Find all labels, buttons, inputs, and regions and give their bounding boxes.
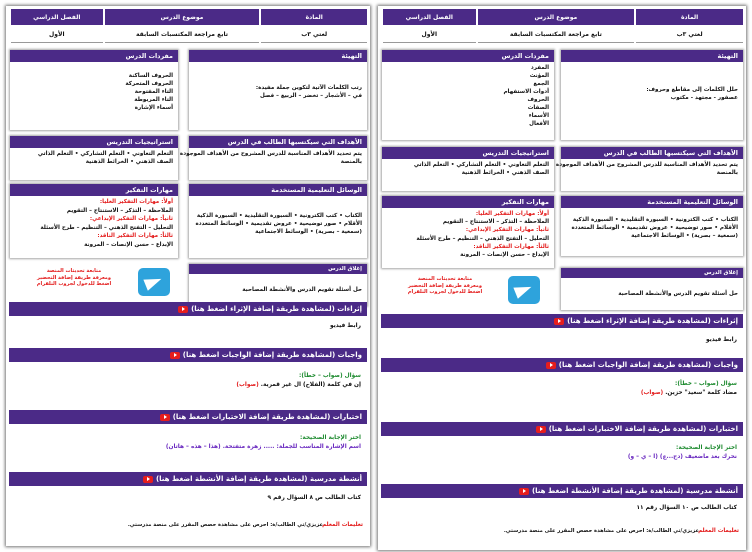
tools-line: (سمعية – بصرية) • الوسائط الاجتماعية (631, 233, 738, 239)
activity-section (381, 484, 743, 524)
homework-title[interactable] (381, 358, 743, 372)
closing-box (189, 264, 367, 306)
skills-line: الملاحظة – التذكر – الاستنتاج – التقويم (66, 207, 173, 214)
vocab-item: المفرد (530, 65, 549, 71)
vocab-item: التاء المربوطة (134, 97, 173, 103)
youtube-icon[interactable] (554, 318, 564, 325)
vocab-item: الجمع (533, 81, 549, 87)
goals-title: الأهداف التي سيكتسبها الطالب في الدرس (189, 136, 367, 148)
closing-title: إغلاق الدرس (189, 264, 367, 274)
warmup-box (189, 50, 367, 130)
skills-heading: ثالثاً: مهارات التفكير الناقد: (473, 243, 549, 250)
strategies-title: استراتيجيات التدريس (10, 136, 178, 148)
strategies-line: الصف الذهني • الخرائط الذهنية (85, 159, 173, 165)
youtube-icon[interactable] (170, 352, 180, 359)
enrich-text: رابط فيديو (329, 323, 361, 329)
promo-line: متابعة تحديثات المنصة (417, 276, 473, 282)
youtube-icon[interactable] (546, 362, 556, 369)
tools-line: الكتاب • كتب الكترونية • السبورة التقليدية • السبورة الذكية (196, 213, 362, 219)
skills-line: التحليل – التفتح الذهني – التنظيم – طرح الأسئلة (416, 235, 549, 242)
tools-title: الوسائل التعليمية المستخدمة (189, 184, 367, 196)
lesson-page-left (6, 6, 370, 546)
warmup-line: في – الأشجار – تخضر – الربيع – فصل (259, 93, 362, 99)
goals-line: يتم تحديد الأهداف المناسبة للدرس المشروح من الأهداف الموجودة (555, 162, 738, 168)
header-topic-label: موضوع الدرس (105, 9, 260, 25)
tests-title-text: اختبارات (لمشاهدة طريقة إضافة الاختبارات اضغط هنا) (172, 413, 362, 421)
promo-line: اضغط للدخول لجروب التلقرام (36, 281, 112, 287)
tests-title[interactable] (9, 410, 367, 424)
vocab-item: الحروف الساكنة (128, 73, 173, 79)
activity-text: كتاب الطالب ص ٨ السؤال رقم ٩ (267, 495, 361, 501)
goals-title: الأهداف التي سيكتسبها الطالب في الدرس (561, 147, 743, 159)
vocab-item: الصفات (527, 105, 549, 111)
goals-line: بالمنصة (340, 159, 362, 165)
strategies-line: التعلم التعاوني • التعلم التشاركي • التعلم الذاتي (413, 162, 549, 168)
tests-title-text: اختبارات (لمشاهدة طريقة إضافة الاختبارات اضغط هنا) (548, 425, 738, 433)
activity-title[interactable] (381, 484, 743, 498)
skills-heading: أولاً: مهارات التفكير العليا: (475, 211, 549, 217)
tests-section (9, 410, 367, 470)
strategies-line: التعلم التعاوني • التعلم التشاركي • التعلم الذاتي (37, 151, 173, 157)
skills-heading: ثانياً: مهارات التفكير الإبداعي: (89, 216, 173, 223)
skills-heading: ثالثاً: مهارات التفكير الناقد: (97, 233, 173, 240)
strategies-line: الصف الذهني • الخرائط الذهنية (461, 170, 549, 176)
homework-section (381, 358, 743, 420)
skills-title: مهارات التفكير (382, 196, 554, 208)
skills-line: التحليل – التفتح الذهني – التنظيم – طرح الأسئلة (40, 224, 173, 231)
skills-box (10, 184, 178, 258)
header-subject-value: لغتي ٣ب (261, 26, 367, 43)
tests-instruction: اختر الإجابة الصحيحة: (300, 435, 361, 441)
closing-title: إغلاق الدرس (561, 268, 743, 278)
promo-line: متابعة تحديثات المنصة (46, 268, 102, 274)
tools-line: الكتاب • كتب الكترونية • السبورة التقليدية • السبورة الذكية (572, 217, 738, 223)
tests-title[interactable] (381, 422, 743, 436)
enrich-title[interactable] (9, 302, 367, 316)
header-subject-label: المادة (261, 9, 367, 25)
header-term-label: الفصل الدراسي (383, 9, 476, 25)
tools-line: الأقلام • صور توضيحية • عروض تقديمية • الوسائط المتعددة (195, 221, 362, 227)
homework-question-type: سؤال (صواب – خطأ): (299, 373, 361, 379)
youtube-icon[interactable] (143, 476, 153, 483)
lesson-page-right (378, 6, 746, 550)
enrich-section (381, 314, 743, 358)
lesson-header (381, 9, 743, 43)
strategies-box (10, 136, 178, 180)
vocab-title: مفردات الدرس (10, 50, 178, 62)
goals-line: بالمنصة (716, 170, 738, 176)
strategies-box (382, 147, 554, 191)
youtube-icon[interactable] (160, 414, 170, 421)
activity-title-text: أنشطة مدرسية (لمشاهدة طريقة إضافة الأنشطة اضغط هنا) (531, 487, 738, 495)
tests-section (381, 422, 743, 484)
tools-title: الوسائل التعليمية المستخدمة (561, 196, 743, 208)
closing-text: حل أسئلة تقويم الدرس والأنشطة المصاحبة (618, 291, 738, 297)
warmup-line: رتب الكلمات الآتية لتكوين جملة مفيدة: (255, 85, 362, 91)
header-topic-value: تابع مراجعة المكتسبات السابقة (105, 26, 260, 43)
activity-title[interactable] (9, 472, 367, 486)
header-topic-label: موضوع الدرس (478, 9, 635, 25)
goals-box (179, 136, 367, 180)
teacher-notes (9, 518, 367, 542)
homework-title-text: واجبات (لمشاهدة طريقة إضافة الواجبات اضغط هنا) (182, 351, 362, 359)
warmup-box (561, 50, 743, 140)
skills-box (382, 196, 554, 268)
vocab-item: الحروف المتحركة (125, 81, 173, 87)
teacher-notes-label: تعليمات المعلم (698, 528, 739, 534)
skills-heading: أولاً: مهارات التفكير العليا: (99, 199, 173, 205)
homework-section (9, 348, 367, 408)
teacher-notes-label: تعليمات المعلم (322, 522, 363, 528)
skills-heading: ثانياً: مهارات التفكير الإبداعي: (465, 227, 549, 234)
header-term-value: الأول (383, 26, 476, 43)
teacher-notes-text: عزيزي/تي الطالب/ة: احرص على مشاهدة حصص المقرر على منصة مدرستي. (503, 528, 699, 534)
homework-title[interactable] (9, 348, 367, 362)
warmup-line: عصفور - مجتهد - مكتوب (670, 95, 738, 101)
vocab-item: الحروف (527, 97, 549, 103)
telegram-icon[interactable] (508, 276, 540, 304)
activity-section (9, 472, 367, 514)
tools-line: الأقلام • صور توضيحية • عروض تقديمية • الوسائط المتعددة (571, 225, 738, 231)
vocab-item: أسماء الإشارة (134, 105, 173, 111)
header-subject-value: لغتي ٣ب (636, 26, 743, 43)
header-term-value: الأول (11, 26, 103, 43)
promo-line: ومعرفة طريقة إضافة التحضير (36, 274, 112, 281)
header-term-label: الفصل الدراسي (11, 9, 103, 25)
homework-title-text: واجبات (لمشاهدة طريقة إضافة الواجبات اضغط هنا) (558, 361, 738, 369)
homework-question-type: سؤال (صواب – خطأ): (675, 381, 737, 387)
closing-box (561, 268, 743, 310)
header-subject-label: المادة (636, 9, 743, 25)
teacher-notes-text: عزيزي/تي الطالب/ة: احرص على مشاهدة حصص المقرر على منصة مدرستي. (127, 522, 323, 528)
skills-line: الإبداع – حسن الإنصات – المرونة (84, 241, 173, 248)
header-topic-value: تابع مراجعة المكتسبات السابقة (478, 26, 635, 43)
tests-question: نحرك بعد ماضعيف (دج...ع) (ا – ي – و) (627, 454, 737, 460)
homework-question: إن في كلمة (الفلاح) ال غير قمرية. (260, 382, 361, 388)
vocab-item: التاء المفتوحة (134, 89, 173, 95)
telegram-icon[interactable] (138, 268, 170, 296)
homework-answer: (صواب) (640, 390, 664, 396)
tools-box (189, 184, 367, 258)
enrich-section (9, 302, 367, 346)
vocab-item: أدوات الاستفهام (503, 89, 549, 95)
activity-title-text: أنشطة مدرسية (لمشاهدة طريقة إضافة الأنشطة اضغط هنا) (155, 475, 362, 483)
warmup-line: حلل الكلمات إلى مقاطع وحروف: (646, 87, 738, 93)
tests-instruction: اختر الإجابة الصحيحة: (676, 445, 737, 451)
goals-line: يتم تحديد الأهداف المناسبة للدرس المشروح من الأهداف الموجودة (179, 151, 362, 157)
tools-box (561, 196, 743, 256)
warmup-title: التهيئة (561, 50, 743, 62)
enrich-title-text: إثراءات (لمشاهدة طريقة إضافة الإثراء اضغط هنا) (191, 305, 362, 313)
skills-line: الملاحظة – التذكر – الاستنتاج – التقويم (442, 219, 549, 226)
goals-box (555, 147, 743, 191)
vocab-box (382, 50, 554, 140)
youtube-icon[interactable] (536, 426, 546, 433)
lesson-header (9, 9, 367, 43)
youtube-icon[interactable] (178, 306, 188, 313)
promo-line: ومعرفة طريقة إضافة التحضير (407, 282, 483, 289)
strategies-title: استراتيجيات التدريس (382, 147, 554, 159)
tools-line: (سمعية – بصرية) • الوسائط الاجتماعية (255, 229, 362, 235)
closing-text: حل أسئلة تقويم الدرس والأنشطة المصاحبة (242, 287, 362, 293)
vocab-title: مفردات الدرس (382, 50, 554, 62)
skills-line: الإبداع – حسن الإنصات – المرونة (460, 252, 549, 259)
homework-question: مضاد كلمة "سعيد" حزين. (665, 390, 737, 396)
homework-answer: (صواب) (236, 382, 259, 388)
enrich-title[interactable] (381, 314, 743, 328)
youtube-icon[interactable] (519, 488, 529, 495)
teacher-notes (381, 526, 743, 548)
enrich-text: رابط فيديو (705, 337, 737, 343)
telegram-promo[interactable] (14, 268, 134, 288)
promo-line: اضغط للدخول لجروب التلقرام (407, 289, 483, 295)
vocab-item: الأسماء (528, 113, 549, 119)
vocab-box (10, 50, 178, 130)
vocab-item: الأفعال (529, 121, 549, 127)
warmup-title: التهيئة (189, 50, 367, 62)
activity-text: كتاب الطالب ص ١٠ السؤال رقم ١١ (636, 505, 737, 511)
skills-title: مهارات التفكير (10, 184, 178, 196)
vocab-item: المؤنث (529, 73, 549, 79)
enrich-title-text: إثراءات (لمشاهدة طريقة إضافة الإثراء اضغط هنا) (567, 317, 738, 325)
tests-question: اسم الإشارة المناسب للجملة: ..... زهرة متفتحة. (هذا – هذه – هاتان) (165, 444, 361, 450)
telegram-promo[interactable] (386, 276, 504, 296)
